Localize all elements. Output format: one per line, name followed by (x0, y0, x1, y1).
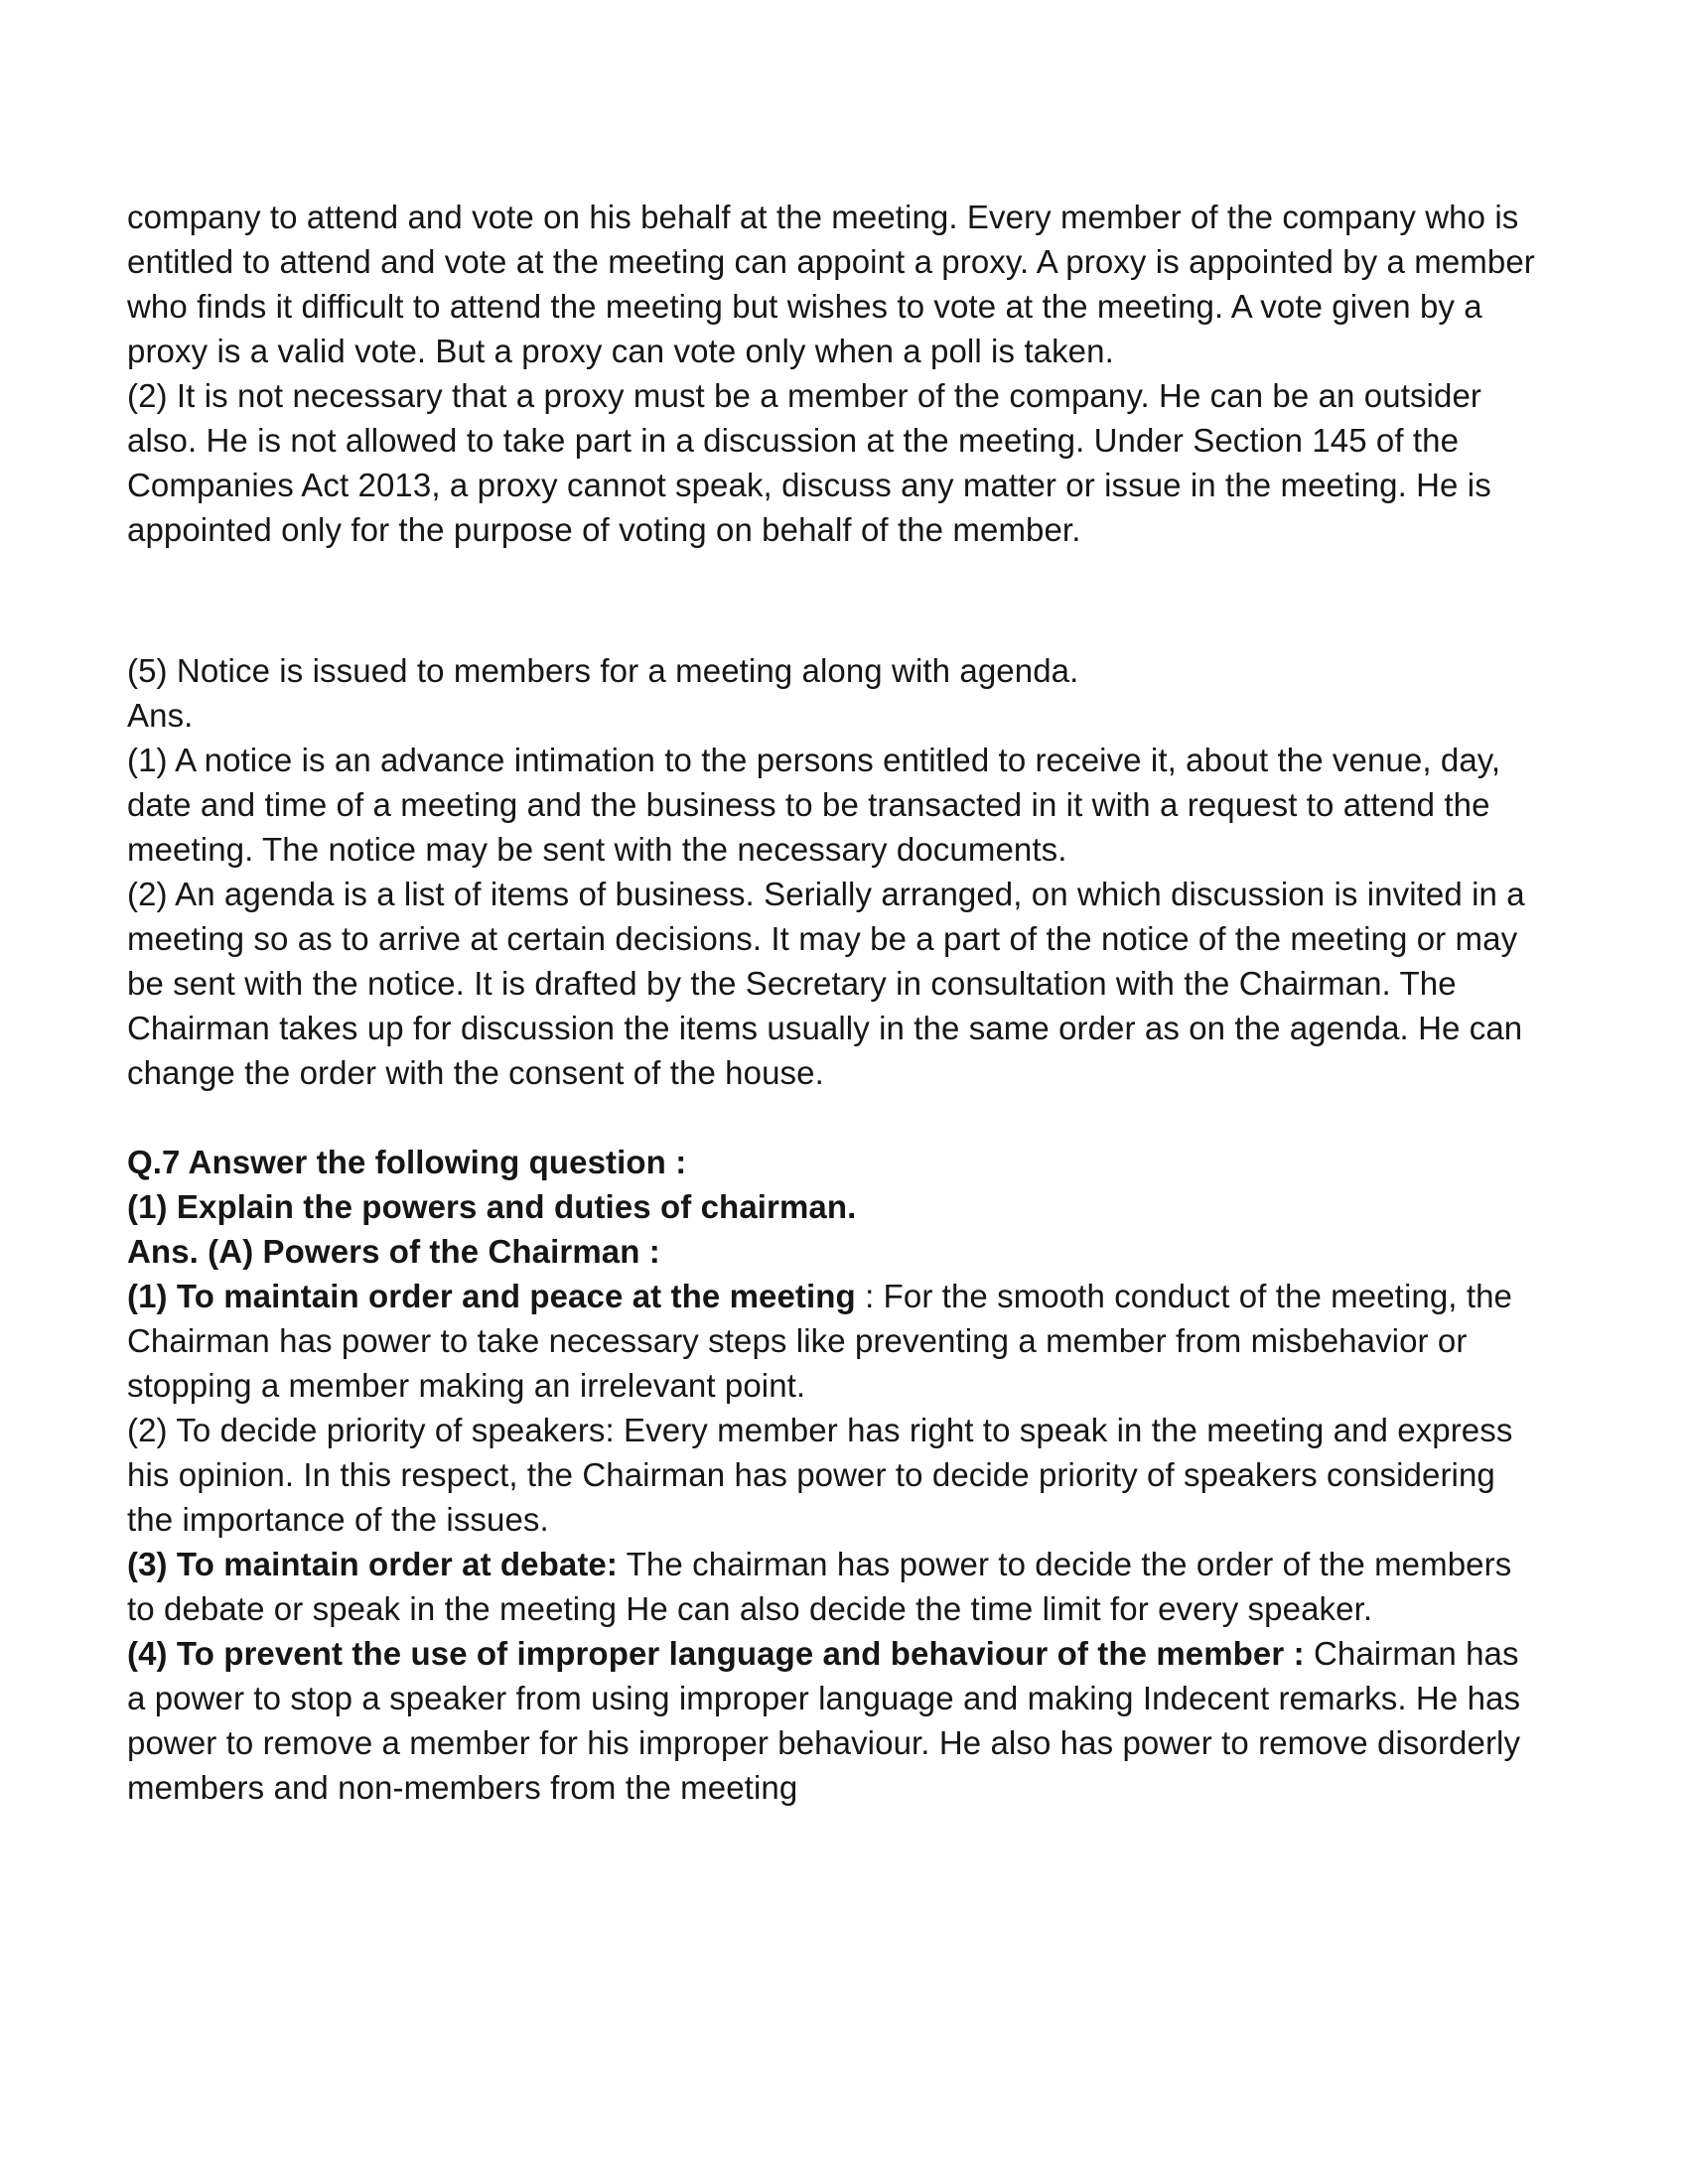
paragraph-proxy-2 (127, 373, 1545, 552)
text-run-bold: (4) To prevent the use of improper language and behaviour of the member : (127, 1635, 1305, 1672)
text-run-bold: (1) To maintain order and peace at the meeting (127, 1278, 856, 1314)
text-run: Ans. (127, 697, 194, 734)
document-body (127, 195, 1545, 1810)
text-run: (2) To decide priority of speakers: Every member has right to speak in the meeting and express his opinion. In this respect, the Chairman has power to decide priority of speakers considering the importance of the issues. (127, 1412, 1513, 1538)
q7-point-1 (127, 1274, 1545, 1408)
q5-ans-label (127, 693, 1545, 738)
text-run-bold: (1) Explain the powers and duties of chairman. (127, 1188, 857, 1225)
q7-point-4 (127, 1631, 1545, 1810)
q7-point-3 (127, 1542, 1545, 1631)
q7-point-2 (127, 1408, 1545, 1542)
text-run-bold: Ans. (A) Powers of the Chairman : (127, 1233, 660, 1270)
text-run: : For the smooth conduct of the meeting, the Chairman has power to take necessary steps like preventing a member from misbehavior or stopping a member making an irrelevant point. (127, 1278, 1512, 1404)
paragraph-proxy-1 (127, 195, 1545, 373)
q7-question-1 (127, 1184, 1545, 1229)
text-run: (5) Notice is issued to members for a meeting along with agenda. (127, 652, 1079, 689)
text-run-bold: Q.7 Answer the following question : (127, 1144, 687, 1180)
q5-question-line (127, 648, 1545, 693)
q7-heading (127, 1140, 1545, 1184)
text-run: (2) It is not necessary that a proxy must be a member of the company. He can be an outsider also. He is not allowed to take part in a discussion at the meeting. Under Section 145 of the Companies Act 2013, a proxy cannot speak, discuss any matter or issue in the meeting. He is appointed only for the purpose of voting on behalf of the member. (127, 377, 1491, 548)
text-run-bold: (3) To maintain order at debate: (127, 1546, 618, 1582)
q5-answer-paragraph-1 (127, 738, 1545, 872)
text-run: The chairman has power to decide the order of the members to debate or speak in the meeting He can also decide the time limit for every speaker. (127, 1546, 1512, 1627)
text-run: (1) A notice is an advance intimation to the persons entitled to receive it, about the venue, day, date and time of a meeting and the business to be transacted in it with a request to attend the meeting. The notice may be sent with the necessary documents. (127, 742, 1501, 868)
q7-answer-heading (127, 1229, 1545, 1274)
q5-answer-paragraph-2 (127, 872, 1545, 1095)
text-run: Chairman has a power to stop a speaker from using improper language and making Indecent remarks. He has power to remove a member for his improper behaviour. He also has power to remove disorderly members and non-members from the meeting (127, 1635, 1521, 1806)
text-run: (2) An agenda is a list of items of business. Serially arranged, on which discussion is invited in a meeting so as to arrive at certain decisions. It may be a part of the notice of the meeting or may be sent with the notice. It is drafted by the Secretary in consultation with the Chairman. The Chairman takes up for discussion the items usually in the same order as on the agenda. He can change the order with the consent of the house. (127, 876, 1525, 1091)
text-run: company to attend and vote on his behalf at the meeting. Every member of the company who is entitled to attend and vote at the meeting can appoint a proxy. A proxy is appointed by a member who finds it difficult to attend the meeting but wishes to vote at the meeting. A vote given by a proxy is a valid vote. But a proxy can vote only when a poll is taken. (127, 199, 1535, 369)
